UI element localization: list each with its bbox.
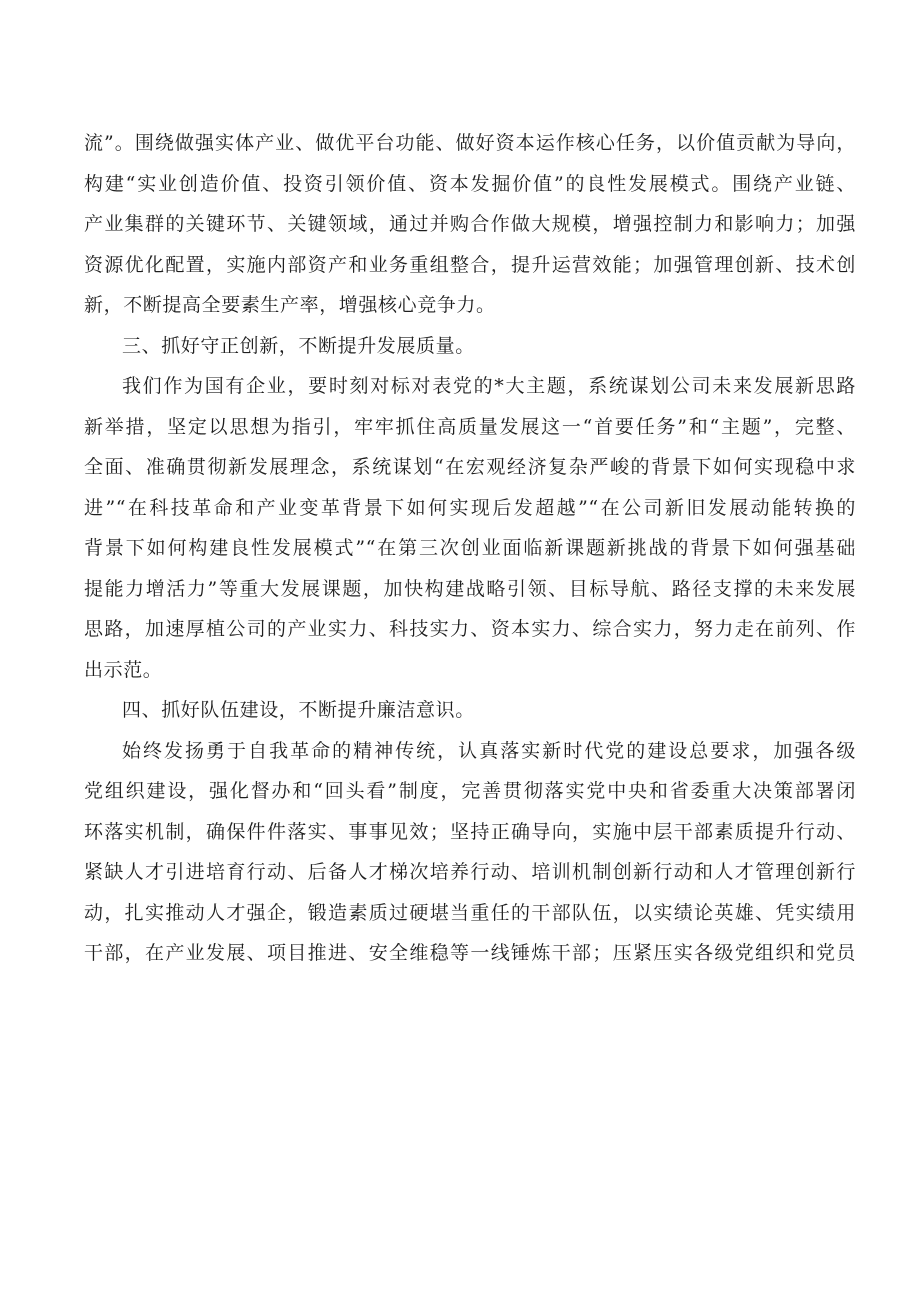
heading-text: 三、抓好守正创新，不断提升发展质量。 [122, 334, 475, 357]
paragraph-development-quality [84, 366, 856, 690]
text-line: 党组织建设，强化督办和“回头看”制度，完善贯彻落实党中央和省委重大决策部署闭 [84, 780, 856, 802]
section-heading-three [84, 326, 856, 367]
heading-text: 四、抓好队伍建设，不断提升廉洁意识。 [122, 699, 475, 721]
text-line: 提能力增活力”等重大发展课题，加快构建战略引领、目标导航、路径支撑的未来发展 [84, 577, 856, 600]
text-line: 出示范。 [84, 658, 163, 681]
text-line: 始终发扬勇于自我革命的精神传统，认真落实新时代党的建设总要求，加强各级 [122, 739, 856, 762]
paragraph-team-building [84, 731, 856, 974]
text-line: 流”。围绕做强实体产业、做优平台功能、做好资本运作核心任务，以价值贡献为导向， [84, 132, 856, 154]
text-line: 新，不断提高全要素生产率，增强核心竞争力。 [84, 294, 496, 316]
text-line: 思路，加速厚植公司的产业实力、科技实力、资本实力、综合实力，努力走在前列、作 [84, 618, 856, 640]
text-line: 新举措，坚定以思想为指引，牢牢抓住高质量发展这一“首要任务”和“主题”，完整、 [84, 415, 856, 438]
section-heading-four [84, 690, 856, 731]
text-line: 产业集群的关键环节、关键领域，通过并购合作做大规模，增强控制力和影响力；加强 [84, 213, 856, 235]
text-line: 干部，在产业发展、项目推进、安全维稳等一线锤炼干部；压紧压实各级党组织和党员 [84, 942, 856, 964]
text-line: 我们作为国有企业，要时刻对标对表党的*大主题，系统谋划公司未来发展新思路 [122, 375, 856, 397]
text-line: 构建“实业创造价值、投资引领价值、资本发掘价值”的良性发展模式。围绕产业链、 [84, 172, 856, 195]
text-line: 全面、准确贯彻新发展理念，系统谋划“在宏观经济复杂严峻的背景下如何实现稳中求 [84, 456, 856, 478]
text-line: 环落实机制，确保件件落实、事事见效；坚持正确导向，实施中层干部素质提升行动、 [84, 820, 856, 843]
text-line: 背景下如何构建良性发展模式”“在第三次创业面临新课题新挑战的背景下如何强基础 [84, 537, 856, 559]
text-line: 进”“在科技革命和产业变革背景下如何实现后发超越”“在公司新旧发展动能转换的 [84, 496, 856, 519]
text-line: 紧缺人才引进培育行动、后备人才梯次培养行动、培训机制创新行动和人才管理创新行 [84, 861, 856, 883]
paragraph-industry-model [84, 123, 856, 326]
text-line: 资源优化配置，实施内部资产和业务重组整合，提升运营效能；加强管理创新、技术创 [84, 253, 856, 276]
document-page [84, 123, 856, 974]
text-line: 动，扎实推动人才强企，锻造素质过硬堪当重任的干部队伍，以实绩论英雄、凭实绩用 [84, 901, 856, 924]
